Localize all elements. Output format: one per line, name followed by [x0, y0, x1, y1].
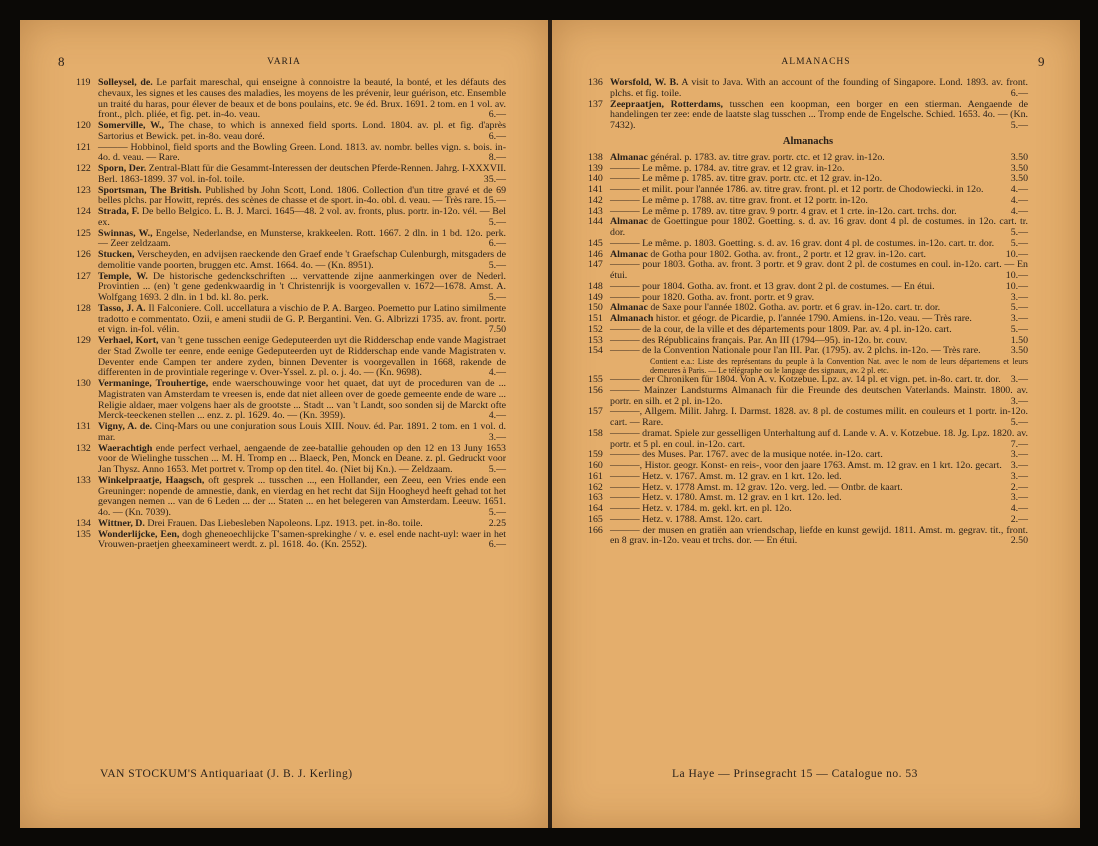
entry-number: 164	[588, 503, 603, 514]
entry-price: 4.—	[1010, 503, 1028, 514]
entry-price: 5.—	[1010, 302, 1028, 314]
entry-price: 5.—	[488, 259, 506, 271]
entry-price: 3.50	[1010, 162, 1028, 174]
catalogue-entry	[588, 100, 1028, 132]
catalogue-entry	[588, 346, 1028, 357]
entry-name: Wittner, D.	[98, 517, 145, 529]
entry-number: 156	[588, 384, 603, 396]
entry-text: ——— de la cour, de la ville et des départements pour 1809. Par. av. 4 pl. in-12o. cart.	[610, 323, 952, 335]
entry-text: van 't gene tusschen eenige Gedeputeerden uyt die Ridderschap ende vande Magistraet der Stad Zwolle ter eenre, ende eenige Gedeputeerden uyt de Ridderschap ende vande Magistraten v. Deventer ende Campen ter andere zyden, binnen Deventer is voorgevallen in 1668, rakende de differenten in de provintiale regeringe v. Over-Yssel. z. pl. o. j. 4o. — (Kn. 9698).	[98, 335, 506, 379]
entry-price: 6.—	[488, 238, 506, 250]
entry-text: ——— des Républicains français. Par. An III (1794—95). in-12o. br. couv.	[610, 334, 908, 346]
entry-number: 119	[76, 77, 91, 88]
entry-text: ——— der Chroniken für 1804. Von A. v. Kotzebue. Lpz. av. 14 pl. et vign. pet. in-8o. cart. tr. dor.	[610, 374, 1001, 385]
entry-price: 10.—	[1005, 280, 1028, 292]
page-number: 9	[1038, 54, 1046, 69]
entry-number: 122	[76, 163, 91, 174]
entry-text: ——— de la Convention Nationale pour l'an III. Par. (1795). av. 2 plchs. in-12o. — Très rare.	[610, 345, 981, 357]
entry-number: 159	[588, 449, 603, 461]
entry-name: Zeepraatjen, Rotterdams,	[610, 98, 724, 110]
entry-name: Swinnas, W.,	[98, 227, 153, 239]
entry-price: 3.—	[1010, 449, 1028, 461]
catalogue-entry	[76, 272, 506, 304]
entry-price: 5.—	[488, 216, 506, 228]
entry-price: 3.—	[1010, 313, 1028, 324]
entry-text: Zentral-Blatt für die Gesammt-Interessen der deutschen Pferde-Rennen. Jahrg. I-XXXVII. Berl. 1863-1899. 37 vol. in-fol. toile.	[98, 163, 506, 185]
entry-price: 3.—	[1010, 395, 1028, 407]
entry-name: Tasso, J. A.	[98, 302, 146, 314]
entry-name: Strada, F.	[98, 206, 140, 217]
entry-price: 5.—	[488, 464, 506, 475]
page-header: VARIA	[267, 57, 301, 67]
catalogue-entry	[76, 229, 506, 251]
entry-number: 151	[588, 313, 603, 324]
entry-number: 139	[588, 162, 603, 174]
entry-name: Somerville, W.,	[98, 120, 164, 131]
entry-price: 6.—	[488, 130, 506, 142]
entry-price: 7.—	[1010, 438, 1028, 450]
entry-number: 152	[588, 323, 603, 335]
entry-text: ——— der musen en gratiën aan vriendschap, liefde en kunst gewijd. 1811. Amst. m. gegrav. tit., front. en 8 grav. in-12o. veau et trchs. dor. — En étui.	[610, 524, 1028, 547]
entry-text: ———, Allgem. Milit. Jahrg. I. Darmst. 1828. av. 8 pl. de costumes milit. en couleurs et 1 portr. in-12o. cart. — Rare.	[610, 406, 1028, 428]
page-footer: VAN STOCKUM'S Antiquariaat (J. B. J. Kerling)	[100, 768, 353, 780]
entry-text: ——— dramat. Spiele zur gesselligen Unterhaltung auf d. Lande v. A. v. Kotzebue. 18. Jg. Lpz. 1820. av. portr. et 5 pl. en coul. in-12o. cart.	[610, 427, 1028, 450]
entry-name: Almanac	[610, 151, 648, 163]
entry-group	[588, 78, 1028, 132]
entry-price: 3.50	[1010, 345, 1028, 357]
entry-text: ——— pour 1804. Gotha. av. front. et 13 grav. dont 2 pl. de costumes. — En étui.	[610, 280, 935, 292]
entry-name: Almanach	[610, 313, 654, 324]
entry-number: 135	[76, 528, 91, 540]
right-page	[552, 20, 1080, 828]
entry-price: 5.—	[1010, 237, 1028, 249]
entry-number: 129	[76, 335, 91, 346]
entry-number: 145	[588, 237, 603, 249]
entry-name: Vermaninge, Trouhertige,	[98, 378, 209, 389]
entry-name: Verhael, Kort,	[98, 335, 159, 346]
entry-price: 5.—	[1010, 227, 1028, 238]
entry-text: Verscheyden, en advijsen raeckende den Graef ende 't Graefschap Culenburgh, mitsgaders de demolitie vande poorten, bruggen etc. Amst. 1664. 4o. — (Kn. 8951).	[98, 249, 506, 271]
entry-text: Engelse, Nederlandse, en Munsterse, krakkeelen. Rott. 1667. 2 dln. in 1 bd. 12o. perk. — Zeer zeldzaam.	[98, 227, 507, 250]
entry-text: Il Falconiere. Coll. uccellatura a vischio de P. A. Bargeo. Poemetto pur Latino similmente tradotto e commentato. Ozii, e ameni studii de G. P. Bergantini. Ven. G. Albrizzi 1735. av. front. portr. et vign. in-fol. vélin.	[98, 302, 507, 336]
catalogue-entry	[76, 250, 506, 272]
entry-number: 138	[588, 151, 603, 163]
catalogue-entry	[588, 429, 1028, 451]
entry-price: 10.—	[1005, 270, 1028, 281]
entry-text: général. p. 1783. av. titre grav. portr. ctc. et 12 grav. in-12o.	[650, 151, 885, 163]
catalogue-entry	[76, 164, 506, 186]
entry-price: 3.—	[1010, 492, 1028, 504]
entry-price: 1.50	[1010, 334, 1028, 346]
entry-number: 143	[588, 205, 603, 217]
entry-price: 2.—	[1010, 481, 1028, 493]
entry-number: 120	[76, 120, 91, 131]
entry-number: 157	[588, 406, 603, 418]
entry-text: ——— Le même. p. 1803. Goetting. s. d. av. 16 grav. dont 4 pl. de costumes. in-12o. cart. tr. dor.	[610, 237, 995, 249]
entry-number: 160	[588, 460, 603, 471]
entry-name: Vigny, A. de.	[98, 421, 153, 432]
entry-number: 144	[588, 216, 603, 228]
entry-price: 5.—	[488, 507, 506, 518]
entry-price: 4.—	[1010, 184, 1028, 195]
catalogue-entry	[76, 530, 506, 552]
entry-number: 132	[76, 442, 91, 454]
catalogue-entry	[588, 526, 1028, 548]
section-title: Almanachs	[782, 135, 834, 147]
entry-number: 165	[588, 513, 603, 525]
entry-price: 8.—	[488, 152, 506, 164]
entry-text: de Gotha pour 1802. Gotha. av. front., 2 portr. et 12 grav. in-12o. cart.	[650, 248, 927, 260]
entry-number: 141	[588, 184, 603, 195]
entry-price: 4.—	[488, 367, 506, 379]
entry-text: ——— pour 1820. Gotha. av. front. portr. et 9 grav.	[610, 291, 815, 303]
entry-text: ——— et milit. pour l'année 1786. av. titre grav. front. pl. et 12 portr. de Chodowiecki. in 12o.	[610, 184, 984, 195]
entry-number: 161	[588, 470, 603, 482]
entry-group	[588, 153, 1028, 547]
entry-text: histor. et géogr. de Picardie, p. l'année 1790. Amiens. in-12o. veau. — Très rare.	[655, 313, 972, 324]
entry-text: De bello Belgico. L. B. J. Marci. 1645—48. 2 vol. av. fronts, plus. portr. in-12o. vél. — Bel ex.	[98, 206, 507, 228]
catalogue-entry	[76, 476, 506, 519]
entry-name: Wonderlijcke, Een,	[98, 528, 180, 540]
entry-number: 124	[76, 206, 91, 217]
entry-price: 5.—	[488, 292, 506, 303]
catalogue-entry	[588, 78, 1028, 100]
catalogue-entry	[76, 336, 506, 379]
entry-price: 3.—	[1010, 460, 1028, 471]
entry-price: 15.—	[483, 195, 506, 207]
catalogue-entry	[76, 422, 506, 444]
entry-text: dogh gheneoechlijcke T'samen-sprekinghe / v. e. esel ende nacht-uyl: waer in het Vrouwen-praetjen gheexamineert werdt. z. pl. 1618. 4o. (Kn. 2552).	[98, 528, 507, 551]
page-header: ALMANACHS	[781, 57, 851, 67]
entry-number: 150	[588, 302, 603, 314]
entry-text: ——— Hetz. v. 1788. Amst. 12o. cart.	[610, 513, 763, 525]
catalogue-entry	[76, 207, 506, 229]
entry-text: Le parfait mareschal, qui enseigne à connoistre la beauté, la bonté, et les défauts des chevaux, les signes et les causes des maladies, les moyens de les prévenir, leur guérison, etc. Ensemble un traité du haras, pour élever de beaux et de bons poulains, etc. 9e éd. Brux. 1691. 2 tom. en 1 vol. av. front., plch. pliée, et fig. pet. in-4o. veau.	[98, 77, 506, 121]
entry-number: 136	[588, 77, 603, 88]
entry-number: 133	[76, 474, 91, 486]
entry-name: Waerachtigh	[98, 442, 153, 454]
entry-text: ——— Le même. p. 1784. av. titre grav. et 12 grav. in-12o.	[610, 162, 845, 174]
catalogue-entry	[588, 260, 1028, 282]
entry-text: ——— Hobbinol, field sports and the Bowling Green. Lond. 1813. av. nombr. belles vign. s. bois. in-4o. d. veau. — Rare.	[98, 141, 506, 164]
entry-price: 6.—	[488, 109, 506, 121]
entry-number: 130	[76, 378, 91, 389]
entry-price: 35.—	[483, 173, 506, 185]
entry-text: ——— Hetz. v. 1778 Amst. m. 12 grav. 12o. verg. led. — Ontbr. de kaart.	[610, 481, 903, 493]
entry-number: 166	[588, 524, 603, 536]
entry-number: 149	[588, 291, 603, 303]
catalogue-entry	[76, 143, 506, 165]
entry-text: Cinq-Mars ou une conjuration sous Louis XIII. Nouv. éd. Par. 1891. 2 tom. en 1 vol. d. mar.	[98, 421, 506, 443]
entry-price: 5.—	[1010, 120, 1028, 131]
entry-text: ——— Hetz. v. 1780. Amst. m. 12 grav. en 1 krt. 12o. led.	[610, 492, 842, 504]
entry-text: tusschen een koopman, een borger en een stierman. Aengaende de handelingen ter zee: ende de laatste slag tusschen ... Tromp ende de Engelsche. Schied. 1653. 4o. — (Kn. 7432).	[610, 98, 1028, 131]
entry-number: 153	[588, 334, 603, 346]
entry-number: 134	[76, 517, 91, 529]
entry-text: oft gesprek ... tusschen ..., een Hollander, een Zeeu, een Vries ende een Greuninger: nopende de amnestie, dank, en vierdag en het recht dat Sijn Hoogheyd heeft gehad tot het gevangen nemen ... van de 6 Leden ... der ... Staten ... en het belegeren van Amsterdam. Leeuw. 1651. 4o. — (Kn. 7039).	[98, 474, 506, 518]
entry-name: Sporn, Der.	[98, 163, 147, 174]
entry-number: 146	[588, 248, 603, 260]
entry-text: ——— Le même p. 1789. av. titre grav. 9 portr. 4 grav. et 1 crte. in-12o. cart. trchs. dor.	[610, 205, 957, 217]
entry-price: 4.—	[488, 410, 506, 422]
catalogue-entry	[76, 304, 506, 336]
page-footer: La Haye — Prinsegracht 15 — Catalogue no. 53	[672, 768, 918, 780]
entry-text: A visit to Java. With an account of the founding of Singapore. Lond. 1893. av. front. plchs. et fig. toile.	[610, 77, 1028, 99]
entry-text: ——— Le même p. 1785. av. titre grav. portr. ctc. et 12 grav. in-12o.	[610, 173, 883, 185]
entry-price: 10.—	[1005, 248, 1028, 260]
entry-list	[588, 78, 1028, 547]
entry-text: ende waerschouwinge voor het quaet, dat uyt de proceduren van de ... Magistraten van Amsterdam te vreesen is, ende dat niet alleen over de goede gemeente ende de ware ... Religie aldaer, maer volgens haer als de grootste ... Stadt ... van 't Landt, soo sonden sij de Marckt ofte Merck-teeckenen stellen ... enz. z. pl. 1629. 4o. — (Kn. 3959).	[98, 378, 507, 422]
entry-text: ——— Hetz. v. 1767. Amst. m. 12 grav. en 1 krt. 12o. led.	[610, 470, 842, 482]
entry-text: Published by John Scott, Lond. 1806. Collection d'un titre gravé et de 69 belles plchs. par Howitt, représ. des scènes de chasse et de sport. in-4o. obl. d. veau. — Très rare.	[98, 184, 507, 207]
entry-price: 5.—	[1010, 417, 1028, 428]
catalogue-entry	[588, 386, 1028, 408]
entry-name: Solleysel, de.	[98, 77, 153, 88]
entry-price: 6.—	[1010, 87, 1028, 99]
entry-price: 7.50	[488, 324, 506, 336]
entry-note: Contient e.a.: Liste des représentans du peuple à la Convention Nat. avec le nom de leurs départemens et leurs demeures à Paris. — Le télégraphe ou le langage des signaux, av. 2 pl. etc.	[650, 357, 1028, 375]
entry-text: ——— Hetz. v. 1784. m. gekl. krt. en pl. 12o.	[610, 503, 792, 514]
entry-name: Stucken,	[98, 249, 135, 260]
entry-price: 4.—	[1010, 194, 1028, 206]
entry-number: 142	[588, 194, 603, 206]
entry-price: 4.—	[1010, 205, 1028, 217]
entry-price: 2.50	[1010, 535, 1028, 547]
entry-text: ende perfect verhael, aengaende de zee-batallie gehouden op den 12 en 13 Juny 1653 voor de Wielinghe tusschen ... M. H. Tromp en ... Blaeck, Pen, Monck en Deane. z. pl. Gedruckt voor Jan Thysz. Anno 1653. Met portret v. Tromp op den titel. 4o. (Niet bij Kn.). — Zeldzaam.	[98, 442, 506, 475]
entry-text: ——— pour 1803. Gotha. av. front. 3 portr. et 9 grav. dont 2 pl. de costumes en coul. in-12o. cart. — En étui.	[610, 259, 1028, 281]
catalogue-entry	[76, 78, 506, 121]
entry-name: Winkelpraatje, Haagsch,	[98, 474, 205, 486]
entry-number: 162	[588, 481, 603, 493]
left-page	[20, 20, 548, 828]
entry-number: 127	[76, 270, 91, 282]
entry-text: ———, Histor. geogr. Konst- en reis-, voor den jaare 1763. Amst. m. 12 grav. en 1 krt. 12o. gecart.	[610, 460, 1002, 471]
entry-number: 163	[588, 492, 603, 504]
entry-name: Almanac	[610, 302, 648, 314]
catalogue-entry	[76, 444, 506, 476]
entry-price: 3.50	[1010, 151, 1028, 163]
entry-number: 155	[588, 374, 603, 385]
entry-text: The chase, to which is annexed field sports. Lond. 1804. av. pl. et fig. d'après Sartorius et Bewick. pet. in-8o. veau doré.	[98, 120, 507, 142]
entry-price: 6.—	[488, 539, 506, 551]
entry-price: 3.—	[1010, 291, 1028, 303]
entry-number: 131	[76, 421, 91, 432]
entry-number: 137	[588, 98, 603, 110]
entry-number: 126	[76, 249, 91, 260]
entry-number: 148	[588, 280, 603, 292]
entry-text: Drei Frauen. Das Liebesleben Napoleons. Lpz. 1913. pet. in-8o. toile.	[147, 517, 423, 529]
page-number: 8	[58, 54, 66, 69]
catalogue-entry	[76, 121, 506, 143]
entry-price: 3.—	[488, 431, 506, 443]
entry-name: Almanac	[610, 248, 648, 260]
entry-number: 147	[588, 259, 603, 271]
entry-price: 3.—	[1010, 470, 1028, 482]
entry-text: de Saxe pour l'année 1802. Gotha. av. portr. et 6 grav. in-12o. cart. tr. dor.	[650, 302, 941, 314]
entry-text: ——— Mainzer Landsturms Almanach für die Freunde des deutschen Vaterlands. Mainstr. 1800. av. portr. en silh. et 2 pl. in-12o.	[610, 384, 1028, 407]
entry-price: 2.—	[1010, 513, 1028, 525]
entry-text: de Goettingue pour 1802. Goetting. s. d. av. 16 grav. dont 4 pl. de costumes. in 12o. cart. tr. dor.	[610, 216, 1028, 238]
entry-text: ——— Le même p. 1788. av. titre grav. front. et 12 portr. in-12o.	[610, 194, 868, 206]
entry-price: 2.25	[488, 517, 506, 529]
entry-text: De historische gedenckschriften ... vervattende zijne aanmerkingen over de Nederl. Provintien ... (en) 't gene gedenkwaardig in 't Christenrijk is voorgevallen v. 1672—1678. Amst. A. Wolfgang 1693. 2 dln. in 1 bd. kl. 8o. perk.	[98, 270, 507, 303]
entry-price: 3.—	[1010, 374, 1028, 385]
entry-list	[76, 78, 506, 551]
entry-name: Almanac	[610, 216, 648, 228]
catalogue-entry	[588, 217, 1028, 239]
catalogue-entry	[76, 186, 506, 208]
entry-number: 154	[588, 345, 603, 357]
entry-number: 158	[588, 427, 603, 439]
catalogue-entry	[76, 379, 506, 422]
catalogue-entry	[588, 407, 1028, 429]
entry-name: Sportsman, The British.	[98, 184, 202, 196]
entry-number: 121	[76, 141, 91, 153]
entry-number: 140	[588, 173, 603, 185]
entry-price: 5.—	[1010, 323, 1028, 335]
entry-text: ——— des Muses. Par. 1767. avec de la musique notée. in-12o. cart.	[610, 449, 883, 461]
entry-number: 123	[76, 184, 91, 196]
entry-price: 3.50	[1010, 173, 1028, 185]
entry-number: 125	[76, 227, 91, 239]
entry-number: 128	[76, 302, 91, 314]
entry-name: Worsfold, W. B.	[610, 77, 679, 88]
entry-name: Temple, W.	[98, 270, 148, 282]
